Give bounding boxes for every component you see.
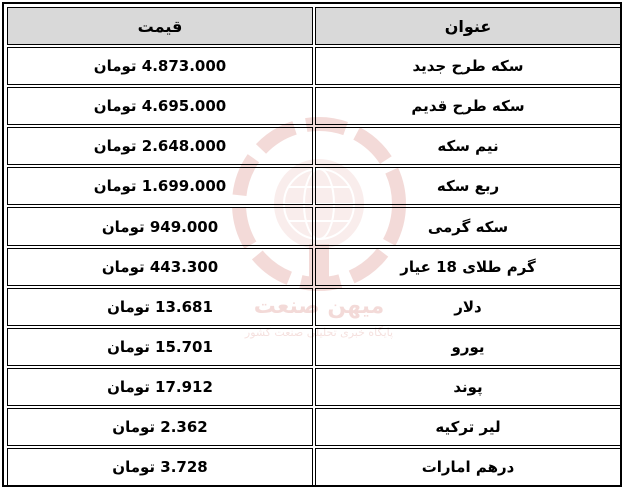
header-title: عنوان <box>315 7 621 45</box>
row-10-title: لیر ترکیه <box>315 408 621 446</box>
row-11-title: درهم امارات <box>315 448 621 486</box>
row-5-title: سکه گرمی <box>315 207 621 245</box>
watermark-brand: میهن صنعت <box>253 294 385 319</box>
row-4-title: ربع سکه <box>315 167 621 205</box>
row-4-price: 1.699.000 تومان <box>7 167 313 205</box>
row-3-title: نیم سکه <box>315 127 621 165</box>
row-2-title: سکه طرح قدیم <box>315 87 621 125</box>
row-8-title: یورو <box>315 328 621 366</box>
row-6-price: 443.300 تومان <box>7 248 313 286</box>
row-1-title: سکه طرح جدید <box>315 47 621 85</box>
row-7-price: 13.681 تومان <box>7 288 313 326</box>
row-11-price: 3.728 تومان <box>7 448 313 486</box>
watermark-tagline: پایگاه خبری تحلیلی صنعت کشور <box>244 326 394 339</box>
row-5-price: 949.000 تومان <box>7 207 313 245</box>
row-10-price: 2.362 تومان <box>7 408 313 446</box>
row-6-title: گرم طلای 18 عیار <box>315 248 621 286</box>
row-3-price: 2.648.000 تومان <box>7 127 313 165</box>
row-9-title: پوند <box>315 368 621 406</box>
row-8-price: 15.701 تومان <box>7 328 313 366</box>
row-2-price: 4.695.000 تومان <box>7 87 313 125</box>
row-1-price: 4.873.000 تومان <box>7 47 313 85</box>
price-table <box>2 2 622 487</box>
table-grid <box>6 6 618 483</box>
header-price: قیمت <box>7 7 313 45</box>
row-9-price: 17.912 تومان <box>7 368 313 406</box>
row-7-title: دلار <box>315 288 621 326</box>
